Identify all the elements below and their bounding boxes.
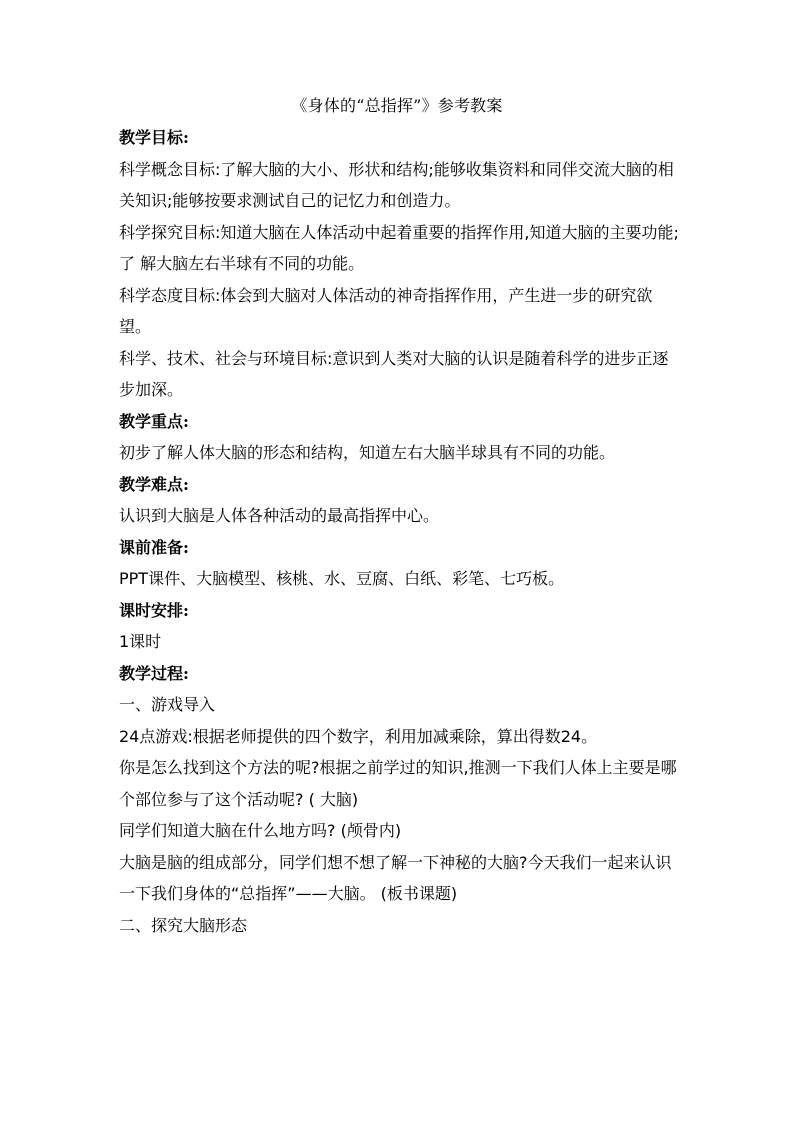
document-body — [119, 122, 679, 941]
preparation-text: PPT课件、大脑模型、核桃、水、豆腐、白纸、彩笔、七巧板。 — [119, 569, 565, 588]
step-2-title: 二、探究大脑形态 — [119, 915, 248, 935]
key-points-text: 初步了解人体大脑的形态和结构，知道左右大脑半球具有不同的功能。 — [119, 443, 616, 462]
schedule-heading: 课时安排: — [119, 600, 189, 620]
step-1-title: 一、游戏导入 — [119, 695, 216, 714]
preparation-heading: 课前准备: — [119, 537, 189, 557]
goal-inquiry: 科学探究目标:知道大脑在人体活动中起着重要的指挥作用,知道大脑的主要功能;了 解大脑左右半球有不同的功能。 — [119, 222, 679, 273]
document-title: 《身体的“总指挥”》参考教案 — [291, 96, 503, 115]
goals-heading: 教学目标: — [119, 128, 189, 147]
key-points-heading: 教学重点: — [119, 411, 189, 431]
step-1-paragraph: 24点游戏:根据老师提供的四个数字，利用加减乘除，算出得数24。 — [119, 726, 598, 746]
schedule-text: 1课时 — [119, 632, 162, 651]
step-1-paragraph: 大脑是脑的组成部分，同学们想不想了解一下神秘的大脑?今天我们一起来认识一下我们身体的“总指挥”——大脑。 (板书课题) — [119, 852, 672, 903]
goal-concept: 科学概念目标:了解大脑的大小、形状和结构;能够收集资料和同伴交流大脑的相关知识;能够按要求测试自己的记忆力和创造力。 — [119, 159, 674, 210]
step-1-paragraph: 同学们知道大脑在什么地方吗? (颅骨内) — [119, 821, 402, 840]
difficulty-text: 认识到大脑是人体各种活动的最高指挥中心。 — [119, 506, 440, 525]
goal-attitude: 科学态度目标:体会到大脑对人体活动的神奇指挥作用，产生进一步的研究欲望。 — [119, 285, 653, 336]
process-heading: 教学过程: — [119, 663, 189, 683]
difficulty-heading: 教学难点: — [119, 474, 189, 494]
goal-stse: 科学、技术、社会与环境目标:意识到人类对大脑的认识是随着科学的进步正逐步加深。 — [119, 348, 669, 399]
step-1-paragraph: 你是怎么找到这个方法的呢?根据之前学过的知识,推测一下我们人体上主要是哪个部位参与了这个活动呢? ( 大脑) — [119, 758, 677, 809]
